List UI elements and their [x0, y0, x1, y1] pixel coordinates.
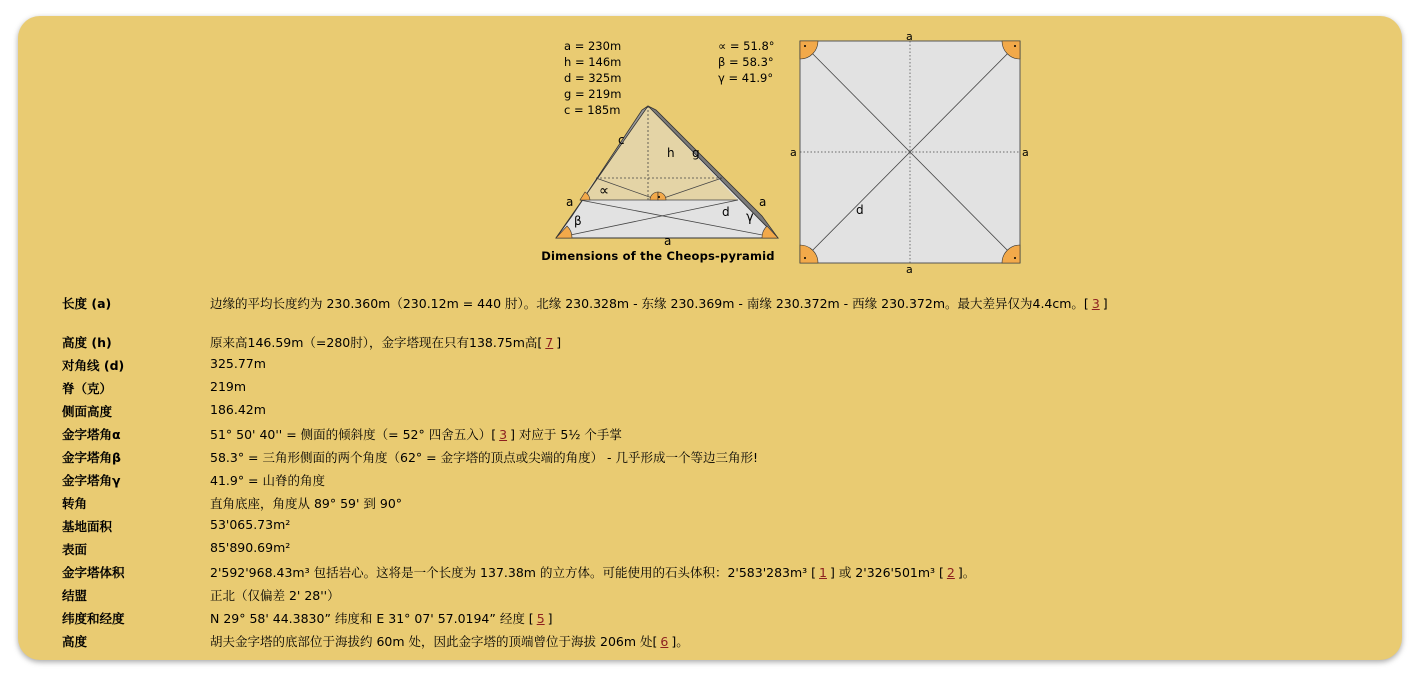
label-a-base: a — [664, 234, 672, 248]
legend-angles — [718, 38, 775, 86]
plan-label-a-left: a — [790, 146, 797, 159]
spec-value: 边缘的平均长度约为 230.360m（230.12m = 440 肘）。北缘 230.328m - 东缘 230.369m - 南缘 230.372m - 西缘 230.372m。最大差异仅为4.4cm。[ 3 ] — [210, 296, 1108, 311]
spec-value: 58.3° = 三角形侧面的两个角度（62° = 金字塔的顶点或尖端的角度） - 几乎形成一个等边三角形! — [210, 450, 759, 465]
plan-label-a-bottom: a — [906, 263, 913, 273]
reference-link[interactable]: 1 — [819, 565, 827, 580]
reference-link[interactable]: 3 — [1091, 296, 1100, 311]
spec-value: 正北（仅偏差 2' 28''） — [210, 588, 340, 603]
pyramid-plan-view — [790, 30, 1029, 273]
spec-value: 186.42m — [210, 402, 266, 417]
figure-caption: Dimensions of the Cheops-pyramid — [541, 249, 775, 263]
legend-item: d = 325m — [564, 71, 622, 85]
spec-row-elevation — [62, 632, 1382, 655]
legend-item: h = 146m — [564, 55, 622, 69]
label-h: h — [667, 146, 675, 160]
spec-value: 直角底座，角度从 89° 59' 到 90° — [210, 496, 403, 511]
spec-label: 转角 — [62, 496, 88, 511]
legend-item: a = 230m — [564, 39, 622, 53]
spec-value: 41.9° = 山脊的角度 — [210, 473, 326, 488]
specs-table — [62, 294, 1382, 655]
spec-label: 金字塔角α — [62, 427, 121, 442]
spec-row-corner — [62, 494, 1382, 517]
legend-angle-item: β = 58.3° — [718, 55, 774, 69]
reference-link[interactable]: 3 — [499, 427, 508, 442]
label-g: g — [692, 146, 700, 160]
spec-label: 脊（克） — [62, 381, 113, 396]
reference-link[interactable]: 6 — [660, 634, 669, 649]
spec-value: 胡夫金字塔的底部位于海拔约 60m 处，因此金字塔的顶端曾位于海拔 206m 处[ 6 ]。 — [210, 634, 689, 649]
spec-label: 基地面积 — [62, 519, 113, 534]
spec-label: 高度 (h) — [62, 335, 112, 350]
spec-label: 表面 — [62, 542, 88, 557]
spec-row-ridge — [62, 379, 1382, 402]
legend-dimensions — [564, 38, 621, 118]
spec-row-angle-alpha — [62, 425, 1382, 448]
spec-label: 金字塔角β — [62, 450, 121, 465]
reference-link[interactable]: 5 — [536, 611, 545, 626]
spec-label: 高度 — [62, 634, 88, 649]
legend-angle-item: ∝ = 51.8° — [718, 39, 775, 53]
pyramid-side-view — [556, 106, 778, 248]
label-gamma: γ — [746, 210, 754, 225]
label-alpha: ∝ — [599, 183, 610, 199]
legend-item: g = 219m — [564, 87, 622, 101]
label-a-right: a — [759, 195, 767, 209]
reference-link[interactable]: 7 — [545, 335, 554, 350]
spec-row-surface — [62, 540, 1382, 563]
spec-value: 2'592'968.43m³ 包括岩心。这将是一个长度为 137.38m 的立方体。可能使用的石头体积：2'583'283m³ [ 1 ] 或 2'326'501m³ [ 2 ]。 — [210, 565, 976, 580]
spec-label: 结盟 — [62, 588, 88, 603]
label-c: c — [618, 133, 625, 147]
pyramid-figure — [538, 28, 1038, 273]
legend-angle-item: γ = 41.9° — [718, 71, 774, 85]
spec-label: 长度 (a) — [62, 296, 112, 311]
spec-value: 原来高146.59m（=280肘），金字塔现在只有138.75m高[ 7 ] — [210, 335, 562, 350]
spec-row-angle-beta — [62, 448, 1382, 471]
spec-row-diagonal — [62, 356, 1382, 379]
spec-row-height — [62, 333, 1382, 356]
spec-label: 对角线 (d) — [62, 358, 125, 373]
spec-row-base-area — [62, 517, 1382, 540]
spec-row-volume — [62, 563, 1382, 586]
spec-row-side-height — [62, 402, 1382, 425]
spec-label: 金字塔体积 — [62, 565, 125, 580]
label-a-left: a — [566, 195, 574, 209]
plan-label-d: d — [856, 203, 864, 217]
label-d: d — [722, 205, 730, 219]
spec-value: 325.77m — [210, 356, 266, 371]
plan-label-a-top: a — [906, 30, 913, 43]
spec-label: 金字塔角γ — [62, 473, 121, 488]
content-card — [18, 16, 1402, 660]
spec-value: 51° 50' 40'' = 侧面的倾斜度（= 52° 四舍五入）[ 3 ] 对应于 5½ 个手掌 — [210, 427, 622, 442]
plan-label-a-right: a — [1022, 146, 1029, 159]
spec-row-length — [62, 294, 1382, 333]
legend-item: c = 185m — [564, 103, 621, 117]
reference-link[interactable]: 2 — [946, 565, 955, 580]
spec-value: 85'890.69m² — [210, 540, 291, 555]
spec-label: 侧面高度 — [62, 404, 113, 419]
spec-row-angle-gamma — [62, 471, 1382, 494]
spec-row-coordinates — [62, 609, 1382, 632]
spec-value: N 29° 58' 44.3830” 纬度和 E 31° 07' 57.0194” 经度 [ 5 ] — [210, 611, 553, 626]
spec-value: 219m — [210, 379, 247, 394]
label-beta: β — [574, 214, 582, 228]
spec-value: 53'065.73m² — [210, 517, 291, 532]
spec-label: 纬度和经度 — [62, 611, 125, 626]
spec-row-alignment — [62, 586, 1382, 609]
